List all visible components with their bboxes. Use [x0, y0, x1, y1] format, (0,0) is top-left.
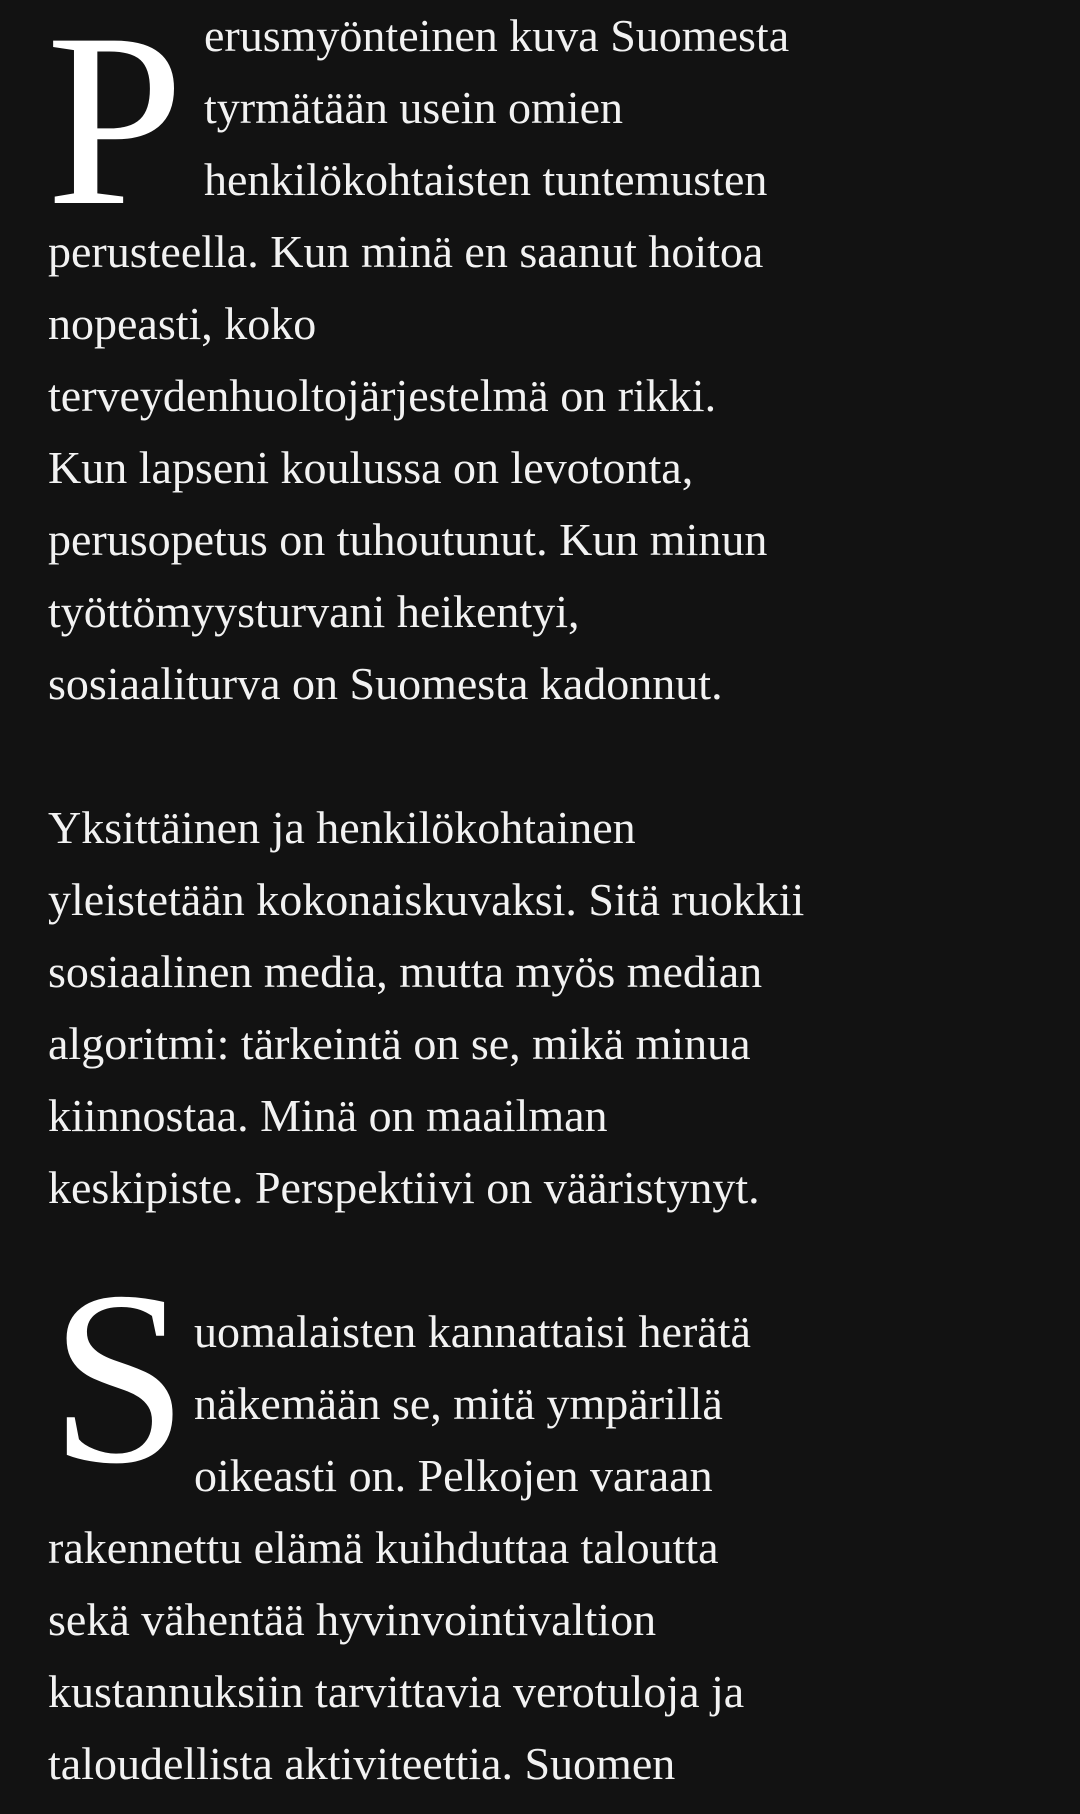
- drop-cap-letter: P: [46, 0, 184, 257]
- text-line: nopeasti, koko: [48, 298, 317, 349]
- text-line: rakennettu elämä kuihduttaa taloutta: [48, 1522, 719, 1573]
- text-line: erusmyönteinen kuva Suomesta: [204, 10, 790, 61]
- text-line: tyrmätään usein omien: [204, 82, 623, 133]
- text-line: taloudellista aktiviteettia. Suomen: [48, 1738, 676, 1789]
- text-line: henkilökohtaisten tuntemusten: [204, 154, 768, 205]
- text-line: perusopetus on tuhoutunut. Kun minun: [48, 514, 768, 565]
- text-line: sosiaaliturva on Suomesta kadonnut.: [48, 658, 723, 709]
- text-line: algoritmi: tärkeintä on se, mikä minua: [48, 1018, 751, 1069]
- text-line: Kun lapseni koulussa on levotonta,: [48, 442, 694, 493]
- text-line: terveydenhuoltojärjestelmä on rikki.: [48, 370, 717, 421]
- text-line: näkemään se, mitä ympärillä: [194, 1378, 723, 1429]
- text-line: kustannuksiin tarvittavia verotuloja ja: [48, 1666, 745, 1717]
- text-line: kiinnostaa. Minä on maailman: [48, 1090, 608, 1141]
- text-line: sosiaalinen media, mutta myös median: [48, 946, 763, 997]
- text-line: keskipiste. Perspektiivi on vääristynyt.: [48, 1162, 760, 1213]
- drop-cap-letter: S: [50, 1240, 188, 1515]
- text-line: perusteella. Kun minä en saanut hoitoa: [48, 226, 764, 277]
- text-line: uomalaisten kannattaisi herätä: [194, 1306, 751, 1357]
- text-line: yleistetään kokonaiskuvaksi. Sitä ruokkii: [48, 874, 805, 925]
- text-line: työttömyysturvani heikentyi,: [48, 586, 580, 637]
- text-line: oikeasti on. Pelkojen varaan: [194, 1450, 713, 1501]
- text-line: Yksittäinen ja henkilökohtainen: [48, 802, 636, 853]
- text-line: sekä vähentää hyvinvointivaltion: [48, 1594, 657, 1645]
